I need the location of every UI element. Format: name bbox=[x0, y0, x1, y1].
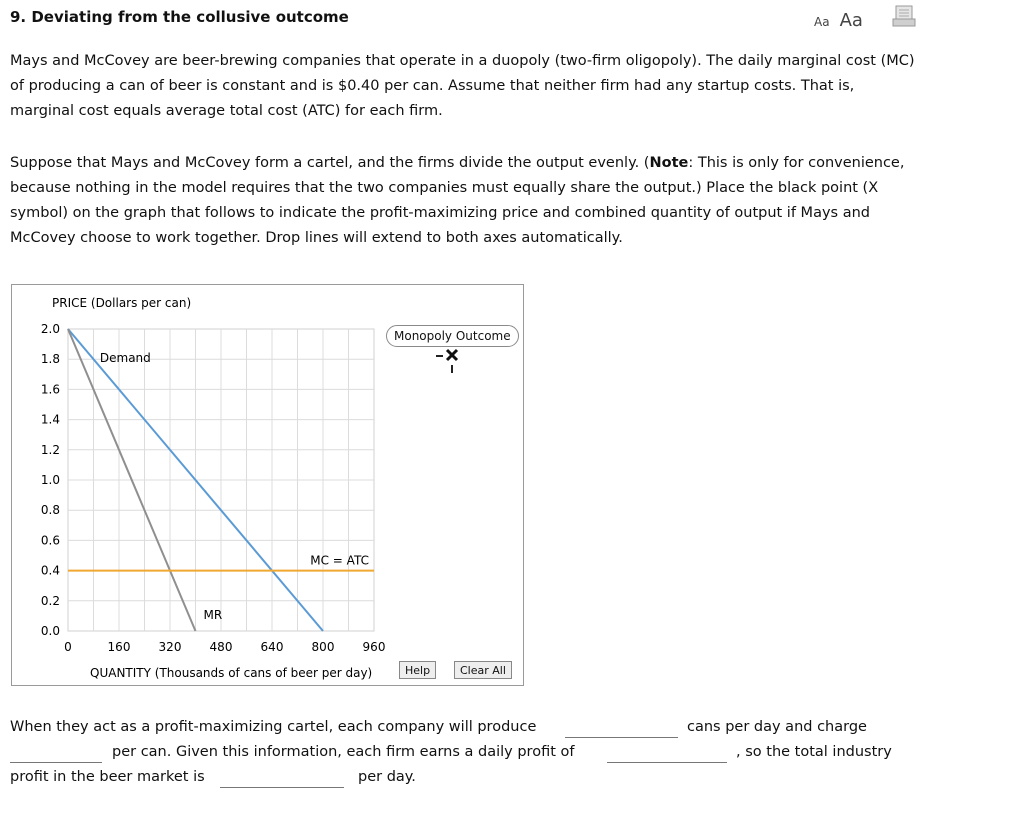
intro-paragraph-1: Mays and McCovey are beer-brewing companies that operate in a duopoly (two-firm oligopoly). The daily marginal cost (MC) of producing a can of beer is constant and is $0.40 per can. Assume that neither firm had any startup costs. That is, marginal cost equals average total cost (ATC) for each firm. bbox=[10, 53, 915, 119]
y-tick-label: 0.0 bbox=[40, 624, 60, 638]
mr-label: MR bbox=[203, 607, 223, 622]
answer-text-4: , so the total industry bbox=[736, 744, 892, 760]
price-per-can-blank[interactable] bbox=[10, 742, 102, 763]
industry-profit-blank[interactable] bbox=[220, 767, 344, 788]
text-size-large-button[interactable]: Aa bbox=[839, 10, 863, 31]
question-title: 9. Deviating from the collusive outcome bbox=[10, 8, 349, 26]
y-tick-label: 0.8 bbox=[40, 503, 60, 518]
y-tick-label: 1.2 bbox=[40, 442, 60, 457]
note-label: Note bbox=[649, 155, 689, 171]
y-tick-label: 1.8 bbox=[40, 352, 60, 367]
answer-text-1: When they act as a profit-maximizing cartel, each company will produce bbox=[10, 719, 537, 735]
quantity-per-firm-blank[interactable] bbox=[565, 717, 678, 738]
y-axis-label: PRICE (Dollars per can) bbox=[52, 296, 192, 310]
y-tick-label: 1.0 bbox=[40, 473, 60, 487]
answer-text-5: profit in the beer market is bbox=[10, 769, 205, 785]
monopoly-outcome-x-icon[interactable] bbox=[436, 345, 462, 379]
answer-text-2: cans per day and charge bbox=[687, 719, 867, 735]
x-tick-label: 800 bbox=[311, 640, 335, 654]
text-size-small-button[interactable]: Aa bbox=[814, 15, 830, 29]
graph-panel bbox=[11, 284, 524, 686]
x-tick-label: 640 bbox=[260, 640, 284, 654]
demand-label: Demand bbox=[99, 351, 151, 366]
legend-monopoly-outcome: Monopoly Outcome bbox=[386, 325, 519, 347]
x-tick-label: 960 bbox=[362, 640, 386, 654]
print-icon[interactable] bbox=[892, 5, 916, 27]
y-tick-label: 0.2 bbox=[40, 593, 60, 608]
profit-per-firm-blank[interactable] bbox=[607, 742, 727, 763]
y-tick-label: 0.6 bbox=[40, 533, 60, 548]
y-tick-label: 1.6 bbox=[40, 382, 60, 397]
x-tick-label: 320 bbox=[158, 640, 182, 654]
answer-text-6: per day. bbox=[358, 769, 416, 785]
y-tick-label: 2.0 bbox=[40, 322, 60, 336]
answer-text-3: per can. Given this information, each firm earns a daily profit of bbox=[112, 744, 575, 760]
intro-paragraph-2 bbox=[10, 151, 915, 251]
mc-atc-label: MC = ATC bbox=[310, 553, 369, 568]
x-tick-label: 160 bbox=[107, 640, 131, 654]
x-tick-label: 480 bbox=[209, 640, 233, 654]
p2-text-a: Suppose that Mays and McCovey form a cartel, and the firms divide the output evenly. ( bbox=[10, 155, 650, 171]
y-tick-label: 0.4 bbox=[40, 563, 60, 578]
x-tick-label: 0 bbox=[64, 640, 72, 654]
clear-all-button[interactable]: Clear All bbox=[454, 661, 512, 679]
x-axis-label: QUANTITY (Thousands of cans of beer per day) bbox=[90, 666, 373, 680]
p2-text-b: : This is only for convenience, because nothing in the model requires that the two companies must equally share the output.) Place the black point (X symbol) on the graph that follows to indicate the profit-maximizing price and combined quantity of output if Mays and McCovey choose to work together. Drop lines will extend to both axes automatically. bbox=[10, 155, 905, 246]
help-button[interactable]: Help bbox=[399, 661, 436, 679]
text-size-controls bbox=[814, 10, 863, 31]
y-tick-label: 1.4 bbox=[40, 412, 60, 427]
